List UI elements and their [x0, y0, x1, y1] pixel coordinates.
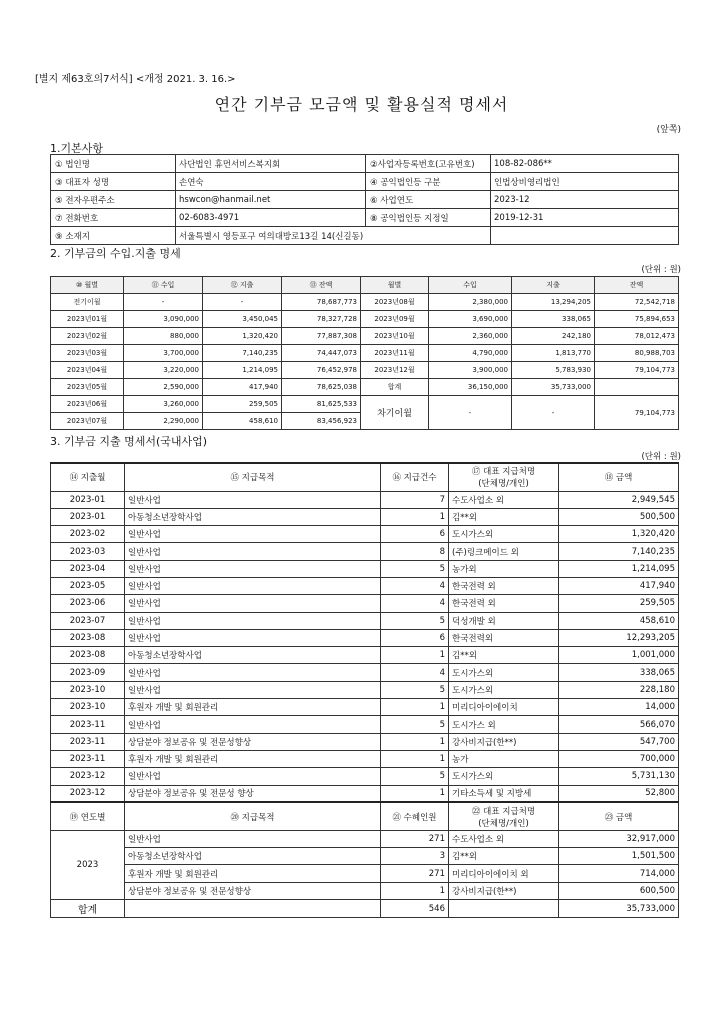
field-label: ⑧ 공익법인등 지정일: [366, 209, 491, 227]
expense-row: [51, 699, 679, 716]
recipient-cell: 농가외: [449, 560, 559, 577]
expense-row: [51, 508, 679, 525]
field-label: ⑦ 전화번호: [51, 209, 176, 227]
purpose-cell: 일반사업: [125, 560, 381, 577]
month-cell: 2023년01월: [51, 311, 124, 328]
expense-cell: 35,733,000: [512, 379, 595, 396]
amount-cell: 1,320,420: [559, 526, 679, 543]
month-cell: 2023-12: [51, 785, 125, 802]
carry-balance: 79,104,773: [595, 396, 679, 430]
field-label: ④ 공익법인등 구분: [366, 173, 491, 191]
month-cell: 2023-08: [51, 629, 125, 646]
recipient-cell: 수도사업소 외: [449, 491, 559, 508]
expense-cell: 1,214,095: [203, 362, 282, 379]
balance-cell: 78,327,728: [282, 311, 361, 328]
month-cell: 2023년10월: [361, 328, 429, 345]
month-cell: 2023-08: [51, 647, 125, 664]
header-line: ⑰ 대표 지급처명: [471, 467, 536, 478]
expense-cell: 338,065: [512, 311, 595, 328]
balance-cell: 83,456,923: [282, 413, 361, 430]
balance-cell: 76,452,978: [282, 362, 361, 379]
expense-cell: 5,783,930: [512, 362, 595, 379]
address-label: ⑨ 소재지: [51, 227, 176, 245]
column-header: ⑩ 월별: [51, 277, 124, 294]
recipient-cell: 도시가스외: [449, 526, 559, 543]
amount-cell: 228,180: [559, 681, 679, 698]
count-cell: 5: [381, 716, 449, 733]
expense-cell: 417,940: [203, 379, 282, 396]
column-header: ⑭ 지출월: [51, 463, 125, 491]
recipient-cell: 미리디아이에이치: [449, 699, 559, 716]
count-cell: 7: [381, 491, 449, 508]
expense-cell: 1,320,420: [203, 328, 282, 345]
purpose-cell: 아동청소년장학사업: [125, 848, 381, 865]
purpose-cell: 아동청소년장학사업: [125, 647, 381, 664]
amount-cell: 547,700: [559, 733, 679, 750]
header-subline: (단체명/개인): [478, 818, 529, 829]
balance-cell: 78,012,473: [595, 328, 679, 345]
column-header: ⑮ 지급목적: [125, 463, 381, 491]
recipient-cell: 한국전력외: [449, 629, 559, 646]
total-amount: 35,733,000: [559, 900, 679, 918]
income-row: [51, 345, 679, 362]
income-header-row: [51, 277, 679, 294]
month-cell: 2023-05: [51, 577, 125, 594]
basic-info-table: [50, 154, 679, 245]
expense-header-row: [51, 463, 679, 491]
expense-cell: 7,140,235: [203, 345, 282, 362]
beneficiary-cell: 271: [381, 865, 449, 882]
expense-row: [51, 647, 679, 664]
income-cell: 4,790,000: [429, 345, 512, 362]
month-cell: 2023년05월: [51, 379, 124, 396]
month-cell: 2023-07: [51, 612, 125, 629]
recipient-cell: 도시가스외: [449, 768, 559, 785]
field-value: 2019-12-31: [491, 209, 679, 227]
balance-cell: 75,894,653: [595, 311, 679, 328]
expense-row: [51, 768, 679, 785]
yearly-row: [51, 882, 679, 899]
balance-cell: 74,447,073: [282, 345, 361, 362]
column-header: 잔액: [595, 277, 679, 294]
month-cell: 2023-10: [51, 699, 125, 716]
amount-cell: 458,610: [559, 612, 679, 629]
address-row: [51, 227, 679, 245]
amount-cell: 12,293,205: [559, 629, 679, 646]
expense-cell: -: [203, 294, 282, 311]
income-row: [51, 362, 679, 379]
income-row: [51, 294, 679, 311]
count-cell: 1: [381, 647, 449, 664]
count-cell: 5: [381, 681, 449, 698]
expense-row: [51, 716, 679, 733]
empty-cell: [449, 900, 559, 918]
count-cell: 8: [381, 543, 449, 560]
expense-cell: 259,505: [203, 396, 282, 413]
recipient-cell: 김**외: [449, 647, 559, 664]
income-cell: 2,290,000: [124, 413, 203, 430]
expense-row: [51, 543, 679, 560]
total-row: [51, 900, 679, 918]
month-cell: 2023년07월: [51, 413, 124, 430]
month-cell: 2023년09월: [361, 311, 429, 328]
basic-row: [51, 155, 679, 173]
amount-cell: 1,214,095: [559, 560, 679, 577]
expense-unit: (단위 : 원): [641, 452, 681, 462]
recipient-cell: 수도사업소 외: [449, 830, 559, 847]
month-cell: 2023년03월: [51, 345, 124, 362]
expense-row: [51, 595, 679, 612]
section-basic-title: 1.기본사항: [50, 142, 103, 155]
balance-cell: [595, 379, 679, 396]
purpose-cell: 후원자 개발 및 회원관리: [125, 750, 381, 767]
amount-cell: 700,000: [559, 750, 679, 767]
count-cell: 6: [381, 526, 449, 543]
count-cell: 1: [381, 699, 449, 716]
month-cell: 2023-03: [51, 543, 125, 560]
expense-row: [51, 681, 679, 698]
amount-cell: 417,940: [559, 577, 679, 594]
column-header: ⑱ 금액: [559, 463, 679, 491]
count-cell: 5: [381, 768, 449, 785]
month-cell: 2023년08월: [361, 294, 429, 311]
income-cell: 3,700,000: [124, 345, 203, 362]
count-cell: 1: [381, 733, 449, 750]
income-row: [51, 311, 679, 328]
yearly-row: [51, 848, 679, 865]
month-cell: 2023-02: [51, 526, 125, 543]
form-number: [별지 제63호의7서식] <개정 2021. 3. 16.>: [35, 74, 236, 85]
amount-cell: 338,065: [559, 664, 679, 681]
count-cell: 1: [381, 750, 449, 767]
count-cell: 1: [381, 785, 449, 802]
column-header: [449, 802, 559, 830]
field-value: 2023-12: [491, 191, 679, 209]
income-cell: 3,090,000: [124, 311, 203, 328]
recipient-cell: (주)링크메이드 외: [449, 543, 559, 560]
purpose-cell: 일반사업: [125, 595, 381, 612]
field-label: ① 법인명: [51, 155, 176, 173]
month-cell: 2023년12월: [361, 362, 429, 379]
purpose-cell: 일반사업: [125, 681, 381, 698]
amount-cell: 32,917,000: [559, 830, 679, 847]
total-beneficiaries: 546: [381, 900, 449, 918]
purpose-cell: 일반사업: [125, 664, 381, 681]
amount-cell: 1,001,000: [559, 647, 679, 664]
month-cell: 2023-01: [51, 491, 125, 508]
month-cell: 2023-01: [51, 508, 125, 525]
balance-cell: 79,104,773: [595, 362, 679, 379]
income-expense-table: [50, 276, 679, 430]
amount-cell: 600,500: [559, 882, 679, 899]
empty-cell: [491, 227, 679, 245]
column-header: ⑪ 수입: [124, 277, 203, 294]
carry-expense: -: [512, 396, 595, 430]
recipient-cell: 농가: [449, 750, 559, 767]
purpose-cell: 아동청소년장학사업: [125, 508, 381, 525]
income-cell: 2,360,000: [429, 328, 512, 345]
amount-cell: 7,140,235: [559, 543, 679, 560]
recipient-cell: 도시가스외: [449, 681, 559, 698]
month-cell: 2023-06: [51, 595, 125, 612]
header-line: ㉒ 대표 지급처명: [471, 806, 536, 817]
count-cell: 4: [381, 595, 449, 612]
amount-cell: 1,501,500: [559, 848, 679, 865]
recipient-cell: 강사비지급(한**): [449, 733, 559, 750]
expense-row: [51, 664, 679, 681]
expense-row: [51, 491, 679, 508]
field-value: 108-82-086**: [491, 155, 679, 173]
basic-row: [51, 209, 679, 227]
field-value: hswcon@hanmail.net: [176, 191, 366, 209]
month-cell: 2023-12: [51, 768, 125, 785]
column-header: 월별: [361, 277, 429, 294]
expense-row: [51, 733, 679, 750]
month-cell: 2023-04: [51, 560, 125, 577]
field-label: ⑥ 사업연도: [366, 191, 491, 209]
count-cell: 6: [381, 629, 449, 646]
carry-label: 차기이월: [361, 396, 429, 430]
income-cell: 3,220,000: [124, 362, 203, 379]
beneficiary-cell: 1: [381, 882, 449, 899]
amount-cell: 14,000: [559, 699, 679, 716]
income-unit: (단위 : 원): [641, 265, 681, 275]
beneficiary-cell: 271: [381, 830, 449, 847]
count-cell: 5: [381, 560, 449, 577]
column-header: ⑲ 연도별: [51, 802, 125, 830]
income-cell: 2,590,000: [124, 379, 203, 396]
month-cell: 2023-09: [51, 664, 125, 681]
column-header: ⑬ 잔액: [282, 277, 361, 294]
column-header: ㉑ 수혜인원: [381, 802, 449, 830]
balance-cell: 77,887,308: [282, 328, 361, 345]
purpose-cell: 상담분야 정보공유 및 전문성향상: [125, 733, 381, 750]
expense-cell: 3,450,045: [203, 311, 282, 328]
expense-cell: 1,813,770: [512, 345, 595, 362]
amount-cell: 52,800: [559, 785, 679, 802]
front-side-label: (앞쪽): [656, 125, 681, 135]
field-label: ③ 대표자 성명: [51, 173, 176, 191]
expense-detail-table: [50, 462, 679, 918]
recipient-cell: 덕성개발 외: [449, 612, 559, 629]
count-cell: 1: [381, 508, 449, 525]
amount-cell: 5,731,130: [559, 768, 679, 785]
purpose-cell: 일반사업: [125, 768, 381, 785]
recipient-cell: 김**외: [449, 508, 559, 525]
month-cell: 2023-11: [51, 750, 125, 767]
income-row: [51, 396, 679, 413]
column-header: ⑫ 지출: [203, 277, 282, 294]
expense-row: [51, 785, 679, 802]
amount-cell: 259,505: [559, 595, 679, 612]
purpose-cell: 후원자 개발 및 회원관리: [125, 865, 381, 882]
expense-row: [51, 750, 679, 767]
month-cell: 전기이월: [51, 294, 124, 311]
recipient-cell: 한국전력 외: [449, 577, 559, 594]
balance-cell: 81,625,533: [282, 396, 361, 413]
field-value: 인법상비영리법인: [491, 173, 679, 191]
month-cell: 2023년11월: [361, 345, 429, 362]
purpose-cell: 상담분야 정보공유 및 전문성 향상: [125, 785, 381, 802]
column-header: ⑯ 지급건수: [381, 463, 449, 491]
month-cell: 2023년06월: [51, 396, 124, 413]
column-header: 지출: [512, 277, 595, 294]
empty-cell: [125, 900, 381, 918]
income-cell: 36,150,000: [429, 379, 512, 396]
income-row: [51, 328, 679, 345]
purpose-cell: 상담분야 정보공유 및 전문성향상: [125, 882, 381, 899]
purpose-cell: 일반사업: [125, 543, 381, 560]
field-value: 02-6083-4971: [176, 209, 366, 227]
purpose-cell: 일반사업: [125, 577, 381, 594]
recipient-cell: 강사비지급(한**): [449, 882, 559, 899]
income-cell: 2,380,000: [429, 294, 512, 311]
field-label: ⑤ 전자우편주소: [51, 191, 176, 209]
month-cell: 2023-11: [51, 733, 125, 750]
document-title: 연간 기부금 모금액 및 활용실적 명세서: [214, 95, 509, 114]
month-cell: 2023년04월: [51, 362, 124, 379]
amount-cell: 714,000: [559, 865, 679, 882]
month-cell: 2023년02월: [51, 328, 124, 345]
purpose-cell: 일반사업: [125, 830, 381, 847]
beneficiary-cell: 3: [381, 848, 449, 865]
count-cell: 4: [381, 664, 449, 681]
year-cell: 2023: [51, 830, 125, 899]
month-cell: 2023-11: [51, 716, 125, 733]
count-cell: 4: [381, 577, 449, 594]
column-header: 수입: [429, 277, 512, 294]
amount-cell: 566,070: [559, 716, 679, 733]
month-cell: 합계: [361, 379, 429, 396]
column-header: [449, 463, 559, 491]
yearly-header-row: [51, 802, 679, 830]
balance-cell: 72,542,718: [595, 294, 679, 311]
expense-cell: 13,294,205: [512, 294, 595, 311]
address-value: 서울특별시 영등포구 여의대방로13길 14(신길동): [176, 227, 491, 245]
expense-cell: 458,610: [203, 413, 282, 430]
expense-row: [51, 577, 679, 594]
recipient-cell: 김**외: [449, 848, 559, 865]
expense-cell: 242,180: [512, 328, 595, 345]
recipient-cell: 도시가스외: [449, 664, 559, 681]
balance-cell: 78,687,773: [282, 294, 361, 311]
basic-row: [51, 191, 679, 209]
expense-row: [51, 560, 679, 577]
yearly-row: [51, 830, 679, 847]
section-expense-title: 3. 기부금 지출 명세서(국내사업): [50, 435, 208, 448]
income-cell: -: [124, 294, 203, 311]
amount-cell: 2,949,545: [559, 491, 679, 508]
count-cell: 5: [381, 612, 449, 629]
recipient-cell: 도시가스 외: [449, 716, 559, 733]
income-cell: 3,690,000: [429, 311, 512, 328]
field-value: 사단법인 휴먼서비스복지회: [176, 155, 366, 173]
purpose-cell: 일반사업: [125, 716, 381, 733]
month-cell: 2023-10: [51, 681, 125, 698]
income-cell: 880,000: [124, 328, 203, 345]
income-cell: 3,260,000: [124, 396, 203, 413]
recipient-cell: 기타소득세 및 지방세: [449, 785, 559, 802]
purpose-cell: 일반사업: [125, 629, 381, 646]
purpose-cell: 후원자 개발 및 회원관리: [125, 699, 381, 716]
total-label: 합계: [51, 900, 125, 918]
purpose-cell: 일반사업: [125, 526, 381, 543]
balance-cell: 78,625,038: [282, 379, 361, 396]
field-label: ②사업자등록번호(고유번호): [366, 155, 491, 173]
column-header: ⑳ 지급목적: [125, 802, 381, 830]
recipient-cell: 미리디아이에이치 외: [449, 865, 559, 882]
recipient-cell: 한국전력 외: [449, 595, 559, 612]
balance-cell: 80,988,703: [595, 345, 679, 362]
field-value: 손연숙: [176, 173, 366, 191]
purpose-cell: 일반사업: [125, 612, 381, 629]
income-cell: 3,900,000: [429, 362, 512, 379]
income-row: [51, 379, 679, 396]
carry-income: -: [429, 396, 512, 430]
column-header: ㉓ 금액: [559, 802, 679, 830]
basic-row: [51, 173, 679, 191]
expense-row: [51, 526, 679, 543]
header-subline: (단체명/개인): [478, 479, 529, 490]
amount-cell: 500,500: [559, 508, 679, 525]
yearly-row: [51, 865, 679, 882]
expense-row: [51, 629, 679, 646]
expense-row: [51, 612, 679, 629]
purpose-cell: 일반사업: [125, 491, 381, 508]
section-income-title: 2. 기부금의 수입.지출 명세: [50, 247, 181, 260]
